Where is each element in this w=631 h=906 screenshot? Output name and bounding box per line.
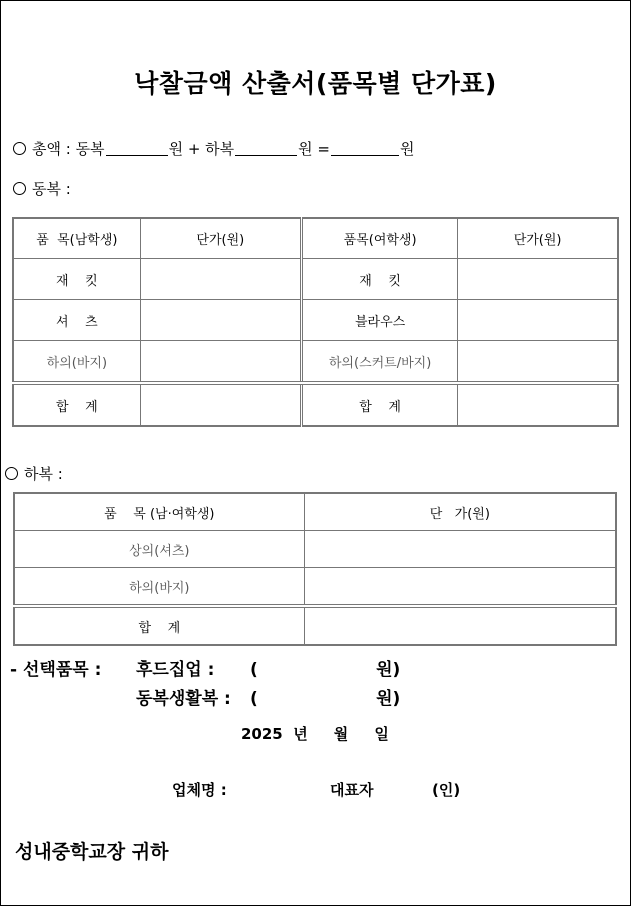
header-cell: 단가(원) [140,218,301,259]
price-cell[interactable] [458,341,618,384]
header-cell: 단가(원) [458,218,618,259]
price-cell[interactable] [458,259,618,300]
item-cell: 상의(셔츠) [14,531,304,568]
total-row [14,606,616,645]
casual-wear-label: 동복생활복 : [136,689,231,709]
circle-bullet-icon [13,142,26,155]
price-cell[interactable] [140,259,301,300]
item-cell: 재 킷 [13,259,140,300]
table-row [14,531,616,568]
grand-total-blank[interactable] [331,141,399,156]
total-price-cell[interactable] [458,383,618,426]
table-header-row [14,493,616,531]
item-cell: 하의(스커트/바지) [301,341,457,384]
item-cell: 셔 츠 [13,300,140,341]
hoodie-label: 후드집업 : [136,660,215,680]
summer-amount-blank[interactable] [235,141,297,156]
item-cell: 재 킷 [301,259,457,300]
item-cell: 블라우스 [301,300,457,341]
header-cell: 단 가(원) [304,493,616,531]
selection-label: - 선택품목 : [10,660,102,680]
winter-section-label [13,178,71,199]
price-cell[interactable] [140,341,301,384]
price-cell[interactable] [140,300,301,341]
date-line: 2025 년 월 일 [241,725,389,743]
price-cell[interactable] [304,531,616,568]
summer-label-text: 하복 : [24,465,63,483]
total-prefix: 총액 : 동복 [32,140,105,158]
seal-mark: (인) [432,781,461,799]
price-cell[interactable] [304,568,616,607]
total-row [13,383,618,426]
recipient-line: 성내중학교장 귀하 [15,841,169,863]
total-label-cell: 합 계 [301,383,457,426]
total-price-cell[interactable] [304,606,616,645]
table-row [13,341,618,384]
summer-price-table [13,492,617,646]
casual-wear-price-field[interactable]: ( 원) [250,689,401,709]
total-label-cell: 합 계 [14,606,304,645]
total-unit2: 원 = [298,140,330,158]
document-title: 낙찰금액 산출서(품목별 단가표) [134,69,497,98]
total-unit1: 원 + 하복 [168,140,235,158]
company-name-label: 업체명 : [172,781,227,799]
circle-bullet-icon [13,182,26,195]
circle-bullet-icon [5,467,18,480]
winter-amount-blank[interactable] [106,141,168,156]
summer-section-label [5,463,63,484]
table-row [14,568,616,607]
table-row [13,300,618,341]
total-label-cell: 합 계 [13,383,140,426]
price-cell[interactable] [458,300,618,341]
total-amount-line [13,138,414,159]
header-cell: 품 목(남학생) [13,218,140,259]
table-header-row [13,218,618,259]
table-row [13,259,618,300]
item-cell: 하의(바지) [14,568,304,607]
total-unit3: 원 [399,140,415,158]
header-cell: 품목(여학생) [301,218,457,259]
item-cell: 하의(바지) [13,341,140,384]
hoodie-price-field[interactable]: ( 원) [250,660,401,680]
winter-price-table [12,217,619,427]
representative-label: 대표자 [330,781,374,799]
total-price-cell[interactable] [140,383,301,426]
header-cell: 품 목 (남·여학생) [14,493,304,531]
winter-label-text: 동복 : [32,180,71,198]
